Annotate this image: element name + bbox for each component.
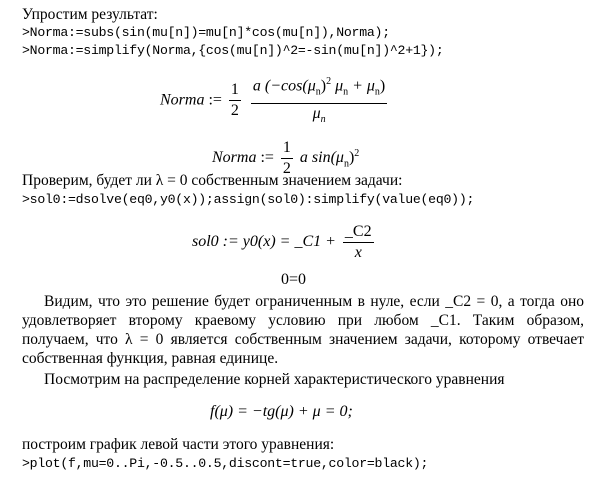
fraction-half-num: 1 xyxy=(229,80,241,101)
assign-operator: := xyxy=(208,91,222,109)
fraction-half-den: 2 xyxy=(230,102,239,120)
paragraph-bounded: Видим, что это решение будет ограниченным в нуле, если _C2 = 0, а тогда оно удовлетворяет второму краевому условию при любом _C1. Таким образом, получаем, что λ = 0 является собственным значением задачи, которому отвечает собственная функция, равная единице. xyxy=(22,293,584,367)
num-part-c: μ xyxy=(331,77,344,95)
characteristic-equation: f(μ) = −tg(μ) + μ = 0; xyxy=(210,403,353,420)
num-square: 2 xyxy=(326,76,332,87)
code-line-simplify[interactable]: >Norma:=simplify(Norma,{cos(mu[n])^2=-sin(mu[n])^2+1}); xyxy=(22,43,444,58)
fraction-half-2-num: 1 xyxy=(281,138,293,159)
norma2-sub: n xyxy=(343,158,349,170)
code-line-dsolve[interactable]: >sol0:=dsolve(eq0,y0(x));assign(sol0):simplify(value(eq0)); xyxy=(22,192,475,207)
norma-symbol-2: Norma xyxy=(212,149,257,167)
num-part-d: + μ xyxy=(348,77,375,95)
norma2-close: ) xyxy=(348,149,355,167)
den-sub: n xyxy=(320,113,326,125)
fraction-c2-x xyxy=(343,222,374,263)
code-line-subs[interactable]: >Norma:=subs(sin(mu[n])=mu[n]*cos(mu[n]),Norma); xyxy=(22,25,390,40)
num-part-a: a (−cos(μ xyxy=(252,77,316,95)
sol0-output xyxy=(192,222,377,263)
norma-symbol: Norma xyxy=(160,91,205,109)
fraction-half-2-den: 2 xyxy=(282,160,291,177)
zero-equals-zero: 0=0 xyxy=(281,271,307,288)
assign-operator-2: := xyxy=(260,149,274,167)
heading-simplify: Упростим результат: xyxy=(22,6,158,23)
norma2-tail: a sin(μ xyxy=(299,149,344,167)
norma2-square: 2 xyxy=(354,147,360,159)
sol0-lhs: sol0 := y0(x) = _C1 + xyxy=(192,233,340,251)
fraction-half xyxy=(229,80,241,121)
num-part-b: ) xyxy=(320,77,327,95)
fraction-norma-num xyxy=(251,72,387,104)
den-mu: μ xyxy=(312,104,321,122)
fraction-norma-den xyxy=(251,104,387,130)
fraction-c2-den: x xyxy=(354,244,362,261)
code-line-plot[interactable]: >plot(f,mu=0..Pi,-0.5..0.5,discont=true,color=black); xyxy=(22,456,429,471)
fraction-norma-main xyxy=(251,72,387,130)
num-sub-2: n xyxy=(343,86,349,98)
check-lambda-text: Проверим, будет ли λ = 0 собственным значением задачи: xyxy=(22,172,403,189)
fraction-c2-num: _C2 xyxy=(343,222,374,243)
num-part-e: ) xyxy=(379,77,386,95)
plot-intro-text: построим график левой части этого уравнения: xyxy=(22,436,335,453)
num-sub-1: n xyxy=(315,86,321,98)
paragraph-roots: Посмотрим на распределение корней характеристического уравнения xyxy=(44,371,505,388)
norma-output-1 xyxy=(160,72,390,130)
num-sub-3: n xyxy=(374,86,380,98)
